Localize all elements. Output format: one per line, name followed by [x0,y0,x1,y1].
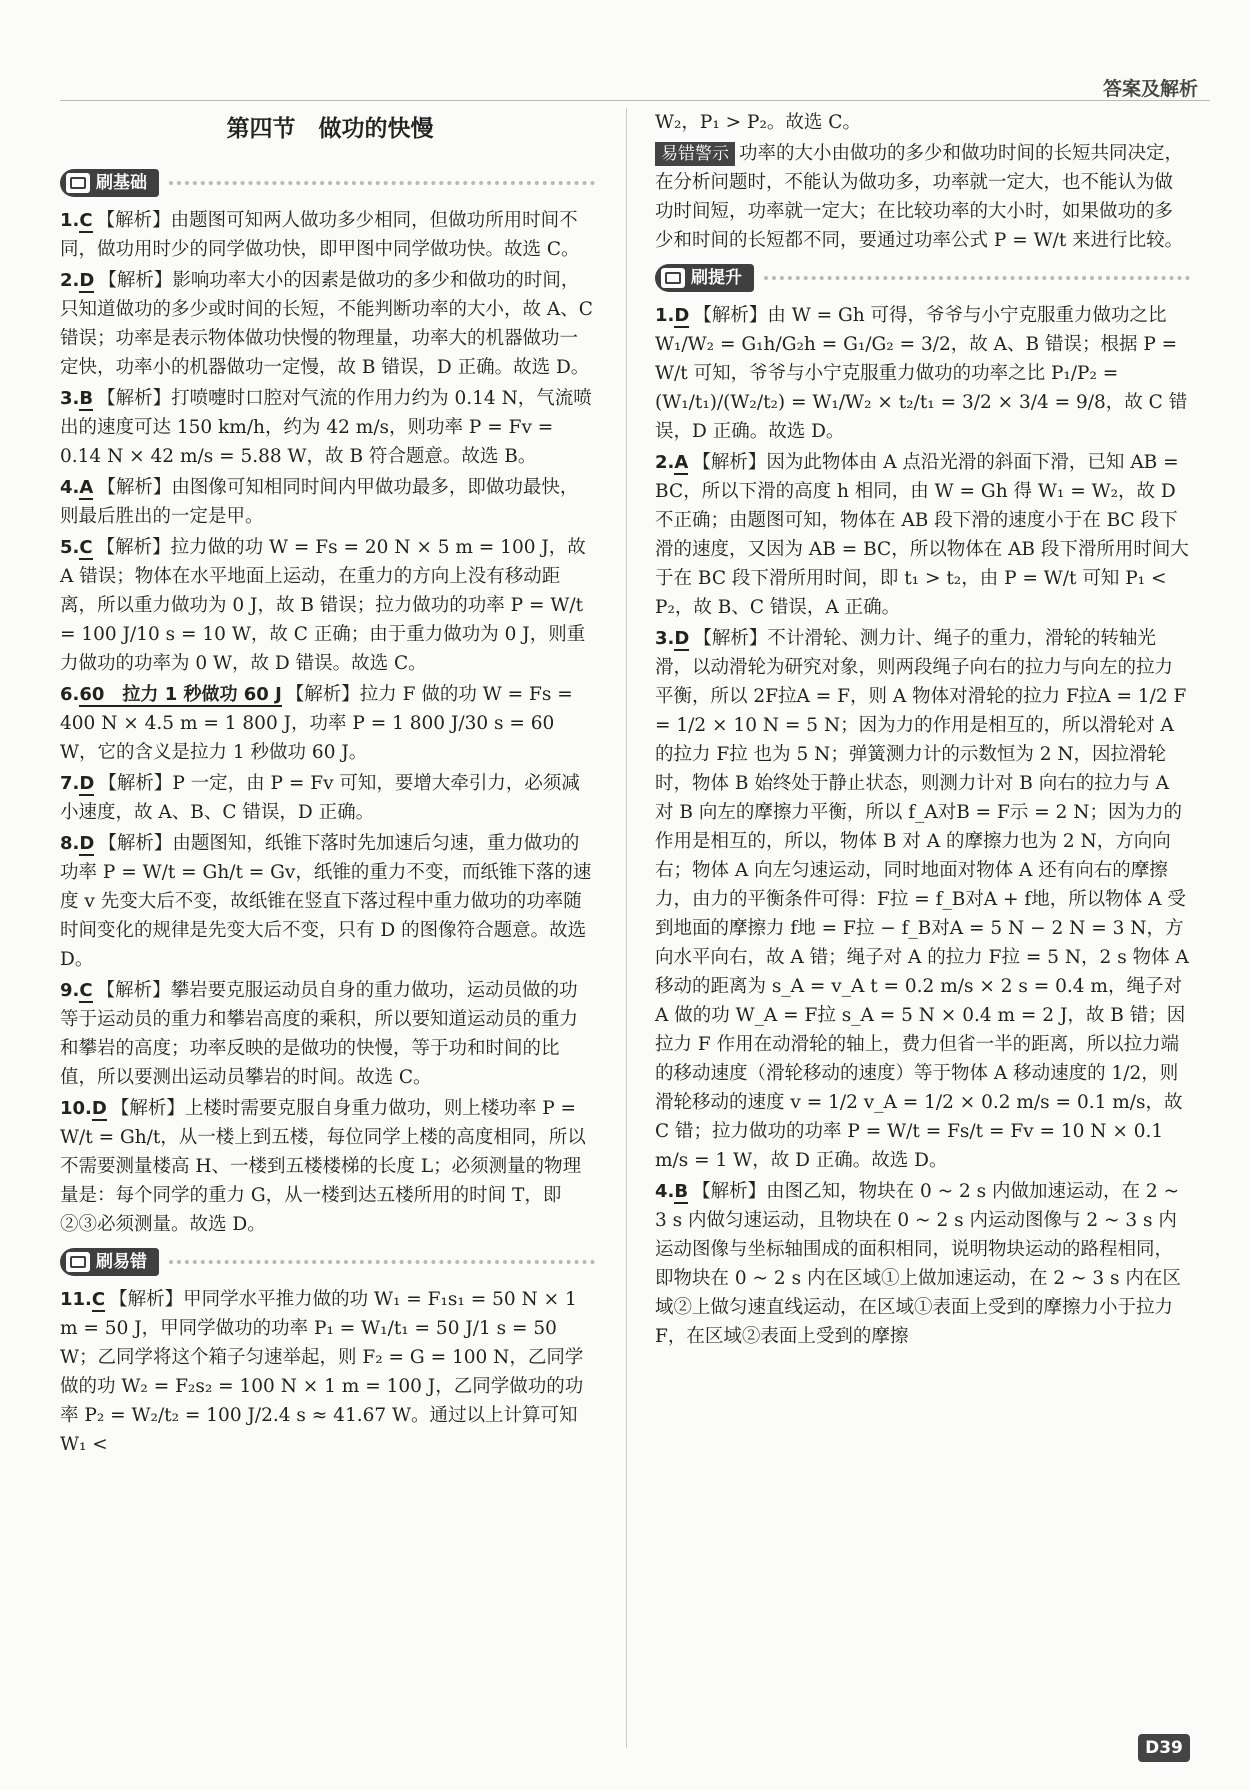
item-explanation: 【解析】不计滑轮、测力计、绳子的重力，滑轮的转轴光滑，以动滑轮为研究对象，则两段绳子向右的拉力与向左的拉力平衡，所以 2F拉A = F，则 A 物体对滑轮的拉力 F拉A = 1/2 F = 1/2 × 10 N = 5 N；因为力的作用是相互的，所以滑轮对 A 的拉力 F拉 也为 5 N；弹簧测力计的示数恒为 2 N，因拉滑轮时，物体 B 始终处于静止状态，则测力计对 B 向右的拉力与 A 对 B 向左的摩擦力平衡，所以 f_A对B = F示 = 2 N；因为力的作用是相互的，所以，物体 B 对 A 的摩擦力也为 2 N，方向向右；物体 A 向左匀速运动，同时地面对物体 A 还有向右的摩擦力，由力的平衡条件可得：F拉 = f_B对A + f地，所以物体 A 受到地面的摩擦力 f地 = F拉 − f_B对A = 5 N − 2 N = 3 N，方向水平向右，故 A 错；绳子对 A 的拉力 F拉 = 5 N，2 s 物体 A 移动的距离为 s_A = v_A t = 0.2 m/s × 2 s = 0.4 m，绳子对 A 做的功 W_A = F拉 s_A = 5 N × 0.4 m = 2 J，故 B 错；因拉力 F 作用在动滑轮的轴上，费力但省一半的距离，所以拉力端的移动速度（滑轮移动的速度）等于物体 A 移动速度的 1/2，则滑轮移动的速度 v = 1/2 v_A = 1/2 × 0.2 m/s = 0.1 m/s，故 C 错；拉力做功的功率 P = W/t = Fs/t = Fv = 10 N × 0.1 m/s = 1 W，故 D 正确。故选 D。 [655,628,1189,1171]
section-banner-easy-mistake [60,1245,595,1279]
item-explanation: 【解析】由图乙知，物块在 0 ~ 2 s 内做加速运动，在 2 ~ 3 s 内做匀速运动，且物块在 0 ~ 2 s 内运动图像与 2 ~ 3 s 内运动图像与坐标轴围成的面积相同，说明物块运动的路程相同，即物块在 0 ~ 2 s 内在区域①上做加速运动，在 2 ~ 3 s 内在区域②上做匀速直线运动，在区域①表面上受到的摩擦力小于拉力 F，在区域②表面上受到的摩擦 [655,1181,1181,1347]
item-number: 9. [60,980,80,1001]
item-explanation: 【解析】由图像可知相同时间内甲做功最多，即做功最快，则最后胜出的一定是甲。 [60,477,579,527]
item-number: 6. [60,684,80,705]
banner-badge: 刷基础 [60,169,159,197]
item-number: 1. [60,210,80,231]
answer-item [60,1094,595,1239]
item-number: 10. [60,1098,92,1119]
item-number: 7. [60,773,80,794]
item-number: 5. [60,537,80,558]
answer-item [60,769,595,827]
answer-item [60,384,595,471]
item-number: 2. [60,270,80,291]
item-answer: C [79,980,93,1001]
banner-dots [169,1260,595,1264]
answer-list-advanced [655,301,1190,1351]
page-title: 第四节 做功的快慢 [226,116,434,142]
answer-item [655,301,1190,446]
continued-text: W₂，P₁ > P₂。故选 C。 [655,112,861,133]
answer-list-basic [60,206,595,1239]
item-explanation: 【解析】拉力做的功 W = Fs = 20 N × 5 m = 100 J，故 A 错误；物体在水平地面上运动，在重力的方向上没有移动距离，所以重力做功为 0 J，故 B 错误；拉力做功的功率 P = W/t = 100 J/10 s = 10 W，故 C 正确；由于重力做功为 0 J，则重力做功的功率为 0 W，故 D 错误。故选 C。 [60,537,586,674]
answer-item [60,206,595,264]
warning-note [655,139,1190,255]
right-column [655,108,1190,1353]
item-answer: D [79,833,95,854]
answer-item [60,473,595,531]
item-explanation: 【解析】攀岩要克服运动员自身的重力做功，运动员做的功等于运动员的重力和攀岩高度的乘积，所以要知道运动员的重力和攀岩的高度；功率反映的是做功的快慢，等于功和时间的比值，所以要测出运动员攀岩的时间。故选 C。 [60,980,579,1088]
item-explanation: 【解析】由 W = Gh 可得，爷爷与小宁克服重力做功之比 W₁/W₂ = G₁h/G₂h = G₁/G₂ = 3/2，故 A、B 错误；根据 P = W/t 可知，爷爷与小宁克服重力做功的功率之比 P₁/P₂ = (W₁/t₁)/(W₂/t₂) = W₁/W₂ × t₂/t₁ = 3/2 × 3/4 = 9/8，故 C 错误，D 正确。故选 D。 [655,305,1188,442]
item-explanation: 【解析】因为此物体由 A 点沿光滑的斜面下滑，已知 AB = BC，所以下滑的高度 h 相同，由 W = Gh 得 W₁ = W₂，故 D 不正确；由题图可知，物体在 AB 段下滑的速度小于在 BC 段下滑的速度，又因为 AB = BC，所以物体在 AB 段下滑所用时间大于在 BC 段下滑所用时间，即 t₁ > t₂，由 P = W/t 可知 P₁ < P₂，故 B、C 错误，A 正确。 [655,452,1189,618]
item-answer: A [674,452,689,473]
answer-item [655,448,1190,622]
warning-badge: 易错警示 [655,142,735,166]
item-number: 4. [60,477,80,498]
book-icon [66,173,90,193]
banner-badge: 刷提升 [655,264,754,292]
item-answer: D [674,305,690,326]
item-explanation: 【解析】P 一定，由 P = Fv 可知，要增大牵引力，必须减小速度，故 A、B、C 错误，D 正确。 [60,773,580,823]
banner-badge: 刷易错 [60,1248,159,1276]
item-explanation: 【解析】上楼时需要克服自身重力做功，则上楼功率 P = W/t = Gh/t，从一楼上到五楼，每位同学上楼的高度相同，所以不需要测量楼高 H、一楼到五楼楼梯的长度 L；必须测量的物理量是：每个同学的重力 G，从一楼到达五楼所用的时间 T，即②③必须测量。故选 D。 [60,1098,586,1235]
answer-list-easy-mistake [60,1285,595,1459]
item-number: 11. [60,1289,92,1310]
warning-text: 功率的大小由做功的多少和做功时间的长短共同决定，在分析问题时，不能认为做功多，功率就一定大，也不能认为做功时间短，功率就一定大；在比较功率的大小时，如果做功的多少和时间的长短都不同，要通过功率公式 P = W/t 来进行比较。 [655,143,1184,251]
item-answer: C [91,1289,106,1310]
answer-item [60,976,595,1092]
item-answer: D [674,628,690,649]
item-explanation: 【解析】甲同学水平推力做的功 W₁ = F₁s₁ = 50 N × 1 m = 50 J，甲同学做功的功率 P₁ = W₁/t₁ = 50 J/1 s = 50 W；乙同学将这个箱子匀速举起，则 F₂ = G = 100 N，乙同学做的功 W₂ = F₂s₂ = 100 N × 1 m = 100 J，乙同学做功的功率 P₂ = W₂/t₂ = 100 J/2.4 s ≈ 41.67 W。通过以上计算可知 W₁ < [60,1289,584,1455]
item-number: 8. [60,833,80,854]
item-answer: A [79,477,94,498]
item-number: 2. [655,452,675,473]
book-icon [661,268,685,288]
item-number: 3. [60,388,80,409]
item-answer: C [79,210,93,231]
answer-item [60,533,595,678]
answer-item [60,266,595,382]
item-explanation: 【解析】影响功率大小的因素是做功的多少和做功的时间，只知道做功的多少或时间的长短，不能判断功率的大小，故 A、C 错误；功率是表示物体做功快慢的物理量，功率大的机器做功一定快，功率小的机器做功一定慢，故 B 错误，D 正确。故选 D。 [60,270,593,378]
item-explanation: 【解析】由题图可知两人做功多少相同，但做功所用时间不同，做功用时少的同学做功快，即甲图中同学做功快。故选 C。 [60,210,580,260]
item-answer: D [79,773,95,794]
item-answer: B [674,1181,689,1202]
item-answer: B [79,388,94,409]
answer-item [60,1285,595,1459]
book-icon [66,1252,90,1272]
answer-item [60,829,595,974]
left-column [60,160,595,1461]
item-answer: D [91,1098,107,1119]
item-number: 1. [655,305,675,326]
item-explanation: 【解析】拉力 F 做的功 W = Fs = 400 N × 4.5 m = 1 800 J，功率 P = 1 800 J/30 s = 60 W，它的含义是拉力 1 秒做功 60 J。 [60,684,573,763]
banner-dots [764,276,1190,280]
section-banner-basic [60,166,595,200]
page-number: D39 [1138,1734,1190,1762]
item-answer: C [79,537,93,558]
item-number: 4. [655,1181,675,1202]
section-banner-advanced [655,261,1190,295]
header-label: 答案及解析 [1102,78,1198,100]
answer-item [655,624,1190,1175]
column-divider [626,108,627,1748]
item-explanation: 【解析】打喷嚏时口腔对气流的作用力约为 0.14 N，气流喷出的速度可达 150 km/h，约为 42 m/s，则功率 P = Fv = 0.14 N × 42 m/s = 5.88 W，故 B 符合题意。故选 B。 [60,388,592,467]
answer-item [60,680,595,767]
item-answer: D [79,270,95,291]
banner-dots [169,181,595,185]
header-rule [60,100,1210,101]
item-answer: 60 拉力 1 秒做功 60 J [79,684,282,705]
item-number: 3. [655,628,675,649]
item-explanation: 【解析】由题图知，纸锥下落时先加速后匀速，重力做功的功率 P = W/t = Gh/t = Gv，纸锥的重力不变，而纸锥下落的速度 v 先变大后不变，故纸锥在竖直下落过程中重力做功的功率随时间变化的规律是先变大后不变，只有 D 的图像符合题意。故选 D。 [60,833,592,970]
answer-item [655,1177,1190,1351]
